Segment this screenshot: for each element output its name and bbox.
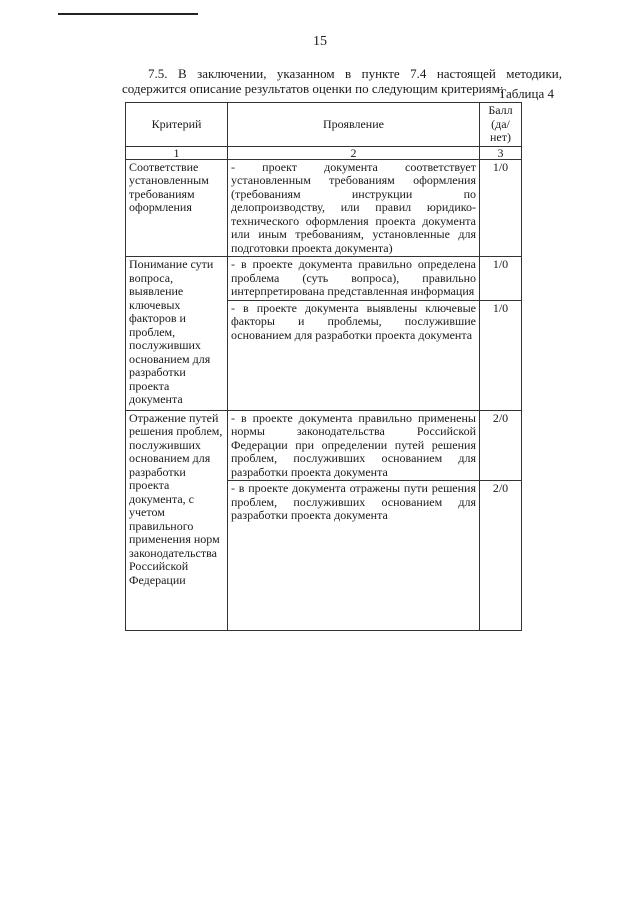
criteria-table [125,102,522,631]
manifestation-cell: - в проекте документа правильно определена проблема (суть вопроса), правильно интерпретирована представленная информация [228,257,480,301]
table-header-row [126,103,522,147]
table-row [126,410,522,481]
score-cell: 1/0 [480,159,522,257]
column-number: 2 [228,146,480,159]
manifestation-cell: - в проекте документа выявлены ключевые факторы и проблемы, послужившие основанием для разработки проекта документа [228,300,480,410]
manifestation-cell: - в проекте документа отражены пути решения проблем, послуживших основанием для разработки проекта документа [228,481,480,631]
criterion-cell: Соответствие установленным требованиям оформления [126,159,228,257]
table-row [126,159,522,257]
table-row [126,257,522,301]
criterion-cell: Отражение путей решения проблем, послуживших основанием для разработки проекта документа, с учетом правильного применения норм законодательства Российской Федерации [126,410,228,631]
header-manifestation: Проявление [228,103,480,147]
header-criterion: Критерий [126,103,228,147]
score-cell: 2/0 [480,481,522,631]
column-number-row [126,146,522,159]
top-rule [58,13,198,15]
criterion-cell: Понимание сути вопроса, выявление ключевых факторов и проблем, послуживших основанием для разработки проекта документа [126,257,228,411]
score-cell: 1/0 [480,300,522,410]
score-cell: 2/0 [480,410,522,481]
header-score: Балл (да/нет) [480,103,522,147]
table-caption: Таблица 4 [498,86,554,101]
column-number: 3 [480,146,522,159]
manifestation-cell: - проект документа соответствует установленным требованиям оформления (требованиям инструкции по делопроизводству, или правил юридико-технического оформления проекта документа или иным требованиям, установленные для подготовки проекта документа) [228,159,480,257]
intro-paragraph: 7.5. В заключении, указанном в пункте 7.4 настоящей методики, содержится описание результатов оценки по следующим критериям: [122,66,562,96]
score-cell: 1/0 [480,257,522,301]
manifestation-cell: - в проекте документа правильно применены нормы законодательства Российской Федерации при определении путей решения проблем, послуживших основанием для разработки проекта документа [228,410,480,481]
column-number: 1 [126,146,228,159]
page-number: 15 [313,34,327,49]
